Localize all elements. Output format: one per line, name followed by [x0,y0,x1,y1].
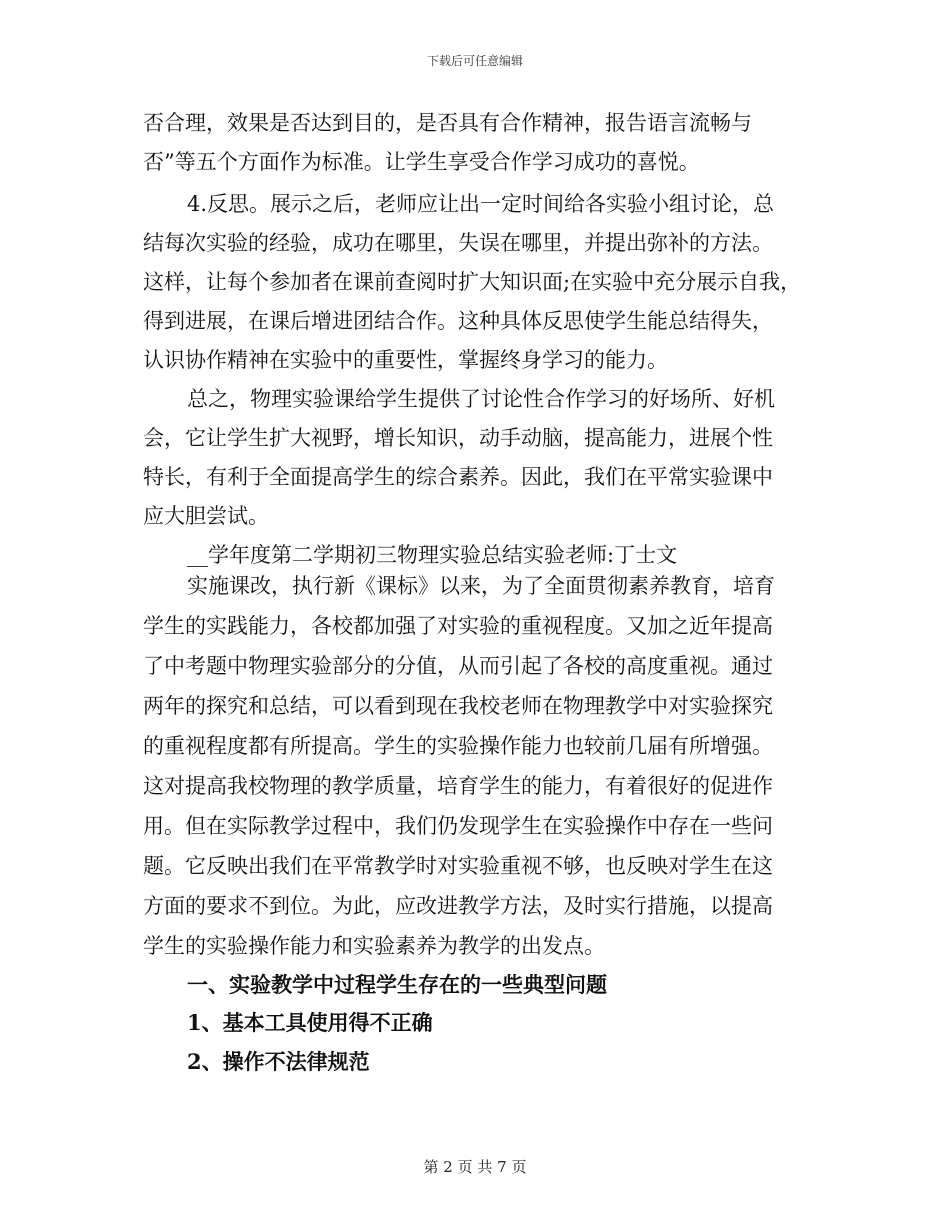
text-line: 结每次实验的经验，成功在哪里，失误在哪里，并提出弥补的方法。 [143,231,773,255]
text-line: 总之，物理实验课给学生提供了讨论性合作学习的好场所、好机 [187,387,775,411]
text-line: 题。它反映出我们在平常教学时对实验重视不够，也反映对学生在这 [143,854,773,878]
section-heading: 一、实验教学中过程学生存在的一些典型问题 [187,972,607,997]
text-line: 否”等五个方面作为标准。让学生享受合作学习成功的喜悦。 [143,150,700,174]
text-line: 学生的实验操作能力和实验素养为教学的出发点。 [143,934,605,958]
text-line: 会，它让学生扩大视野，增长知识，动手动脑，提高能力，进展个性 [143,426,773,450]
page-header: 下载后可任意编辑 [426,54,523,68]
subsection-heading: 2、操作不法律规范 [187,1049,370,1074]
text-line: 学生的实践能力，各校都加强了对实验的重视程度。又加之近年提高 [143,614,773,638]
text-line: 特长，有利于全面提高学生的综合素养。因此，我们在平常实验课中 [143,465,773,489]
text-line: 的重视程度都有所提高。学生的实验操作能力也较前几届有所增强。 [143,734,773,758]
text-line: __学年度第二学期初三物理实验总结实验老师:丁士文 [187,543,678,567]
text-line: 这对提高我校物理的教学质量，培育学生的能力，有着很好的促进作 [143,774,773,798]
page-footer: 第 2 页 共 7 页 [423,1158,527,1176]
text-line: 方面的要求不到位。为此，应改进教学方法，及时实行措施，以提高 [143,894,773,918]
text-line: 两年的探究和总结，可以看到现在我校老师在物理教学中对实验探究 [143,694,773,718]
text-line: 了中考题中物理实验部分的分值，从而引起了各校的高度重视。通过 [143,654,773,678]
text-line: 否合理，效果是否达到目的，是否具有合作精神，报告语言流畅与 [143,111,752,135]
text-line: 认识协作精神在实验中的重要性，掌握终身学习的能力。 [143,348,668,372]
text-line: 应大胆尝试。 [143,504,269,528]
text-line: 用。但在实际教学过程中，我们仍发现学生在实验操作中存在一些问 [143,814,773,838]
subsection-heading: 1、基本工具使用得不正确 [187,1010,433,1035]
text-line: 这样，让每个参加者在课前查阅时扩大知识面;在实验中充分展示自我， [143,270,802,294]
text-line: 4.反思。展示之后，老师应让出一定时间给各实验小组讨论，总 [187,192,775,216]
text-line: 实施课改，执行新《课标》以来，为了全面贯彻素养教育，培育 [187,574,775,598]
text-line: 得到进展，在课后增进团结合作。这种具体反思使学生能总结得失， [143,309,773,333]
